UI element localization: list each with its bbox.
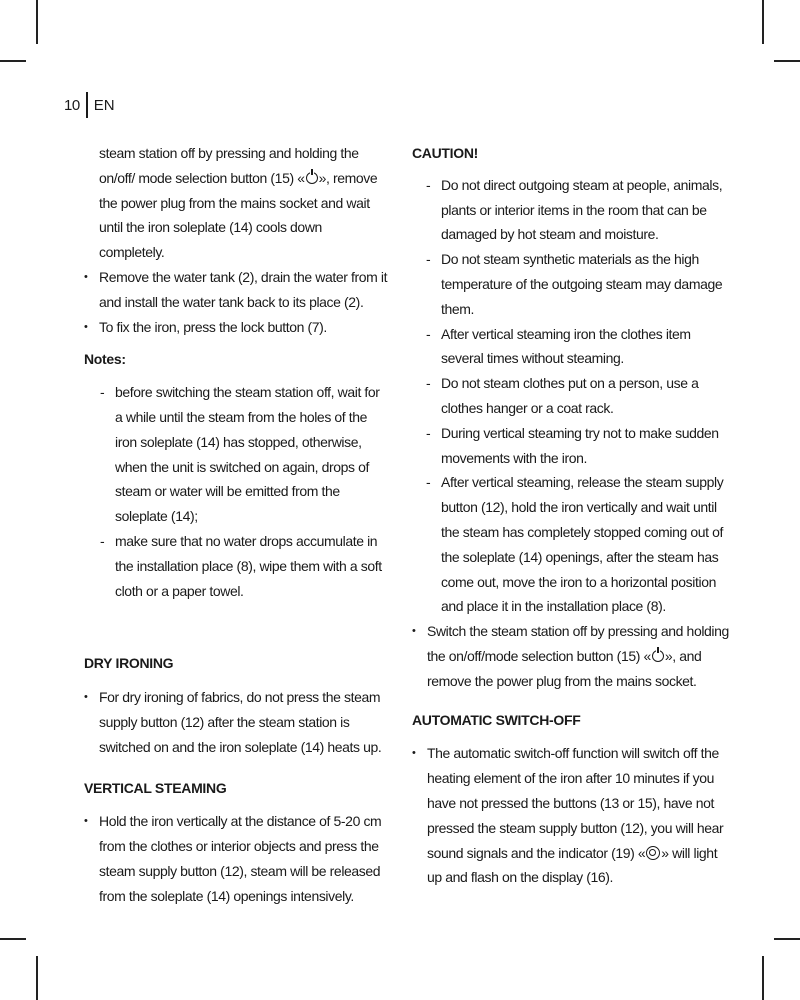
list-item: • To fix the iron, press the lock button (7). xyxy=(84,315,390,340)
notes-list xyxy=(84,380,390,603)
list-item: • The automatic switch-off function will switch off the heating element of the iron after 10 minutes if you have not pressed the buttons (13 or 15), have not pressed the steam supply button (12), you will hear sound signals and the indicator (19) « » will light up and flash on the display (16). xyxy=(412,741,734,890)
list-item: - Do not steam synthetic materials as the high temperature of the outgoing steam may damage them. xyxy=(426,247,734,321)
language-code: EN xyxy=(93,96,115,114)
caution-list xyxy=(412,173,734,619)
continued-paragraph: steam station off by pressing and holding the on/off/ mode selection button (15) « », remove the power plug from the mains socket and wait until the iron soleplate (14) cools down completely. xyxy=(99,145,378,261)
power-icon xyxy=(652,650,664,662)
crop-mark xyxy=(0,938,26,940)
notes-heading: Notes: xyxy=(84,351,126,368)
crop-mark xyxy=(774,60,800,62)
list-item: • For dry ironing of fabrics, do not press the steam supply button (12) after the steam station is switched on and the iron soleplate (14) heats up. xyxy=(84,685,390,759)
list-item: - After vertical steaming, release the steam supply button (12), hold the iron vertically and wait until the steam has completely stopped coming out of the soleplate (14) openings, after the steam has come out, move the iron to a horizontal position and place it in the installation place (8). xyxy=(426,470,734,619)
crop-mark xyxy=(36,956,38,1000)
list-item: • Switch the steam station off by pressing and holding the on/off/mode selection button (15) « », and remove the power plug from the mains socket. xyxy=(412,619,734,693)
list-item: • Hold the iron vertically at the distance of 5-20 cm from the clothes or interior objects and press the steam supply button (12), steam will be released from the soleplate (14) openings intensively. xyxy=(84,809,390,908)
caution-heading: CAUTION! xyxy=(412,145,479,161)
right-column xyxy=(412,141,734,890)
list-item: • Remove the water tank (2), drain the water from it and install the water tank back to its place (2). xyxy=(84,265,390,315)
header-divider xyxy=(86,92,88,118)
power-icon xyxy=(306,172,318,184)
list-item: - After vertical steaming iron the clothes item several times without steaming. xyxy=(426,322,734,372)
crop-mark xyxy=(774,938,800,940)
section-heading-vertical-steaming: VERTICAL STEAMING xyxy=(84,779,227,796)
list-item: - Do not direct outgoing steam at people, animals, plants or interior items in the room that can be damaged by hot steam and moisture. xyxy=(426,173,734,247)
section-heading-dry-ironing: DRY IRONING xyxy=(84,655,174,672)
crop-mark xyxy=(36,0,38,44)
crop-mark xyxy=(762,0,764,44)
crop-mark xyxy=(0,60,26,62)
left-column xyxy=(84,141,390,909)
page-header xyxy=(64,92,115,118)
crop-mark xyxy=(762,956,764,1000)
list-item: - before switching the steam station off, wait for a while until the steam from the holes of the iron soleplate (14) has stopped, otherwise, when the unit is switched on again, drops of steam or water will be emitted from the soleplate (14); xyxy=(100,380,390,529)
list-item: - Do not steam clothes put on a person, use a clothes hanger or a coat rack. xyxy=(426,371,734,421)
list-item: - During vertical steaming try not to make sudden movements with the iron. xyxy=(426,421,734,471)
indicator-icon xyxy=(646,846,660,860)
list-item: - make sure that no water drops accumulate in the installation place (8), wipe them with a soft cloth or a paper towel. xyxy=(100,529,390,603)
section-heading-automatic-switch-off: AUTOMATIC SWITCH-OFF xyxy=(412,711,581,728)
page-number: 10 xyxy=(64,96,80,114)
